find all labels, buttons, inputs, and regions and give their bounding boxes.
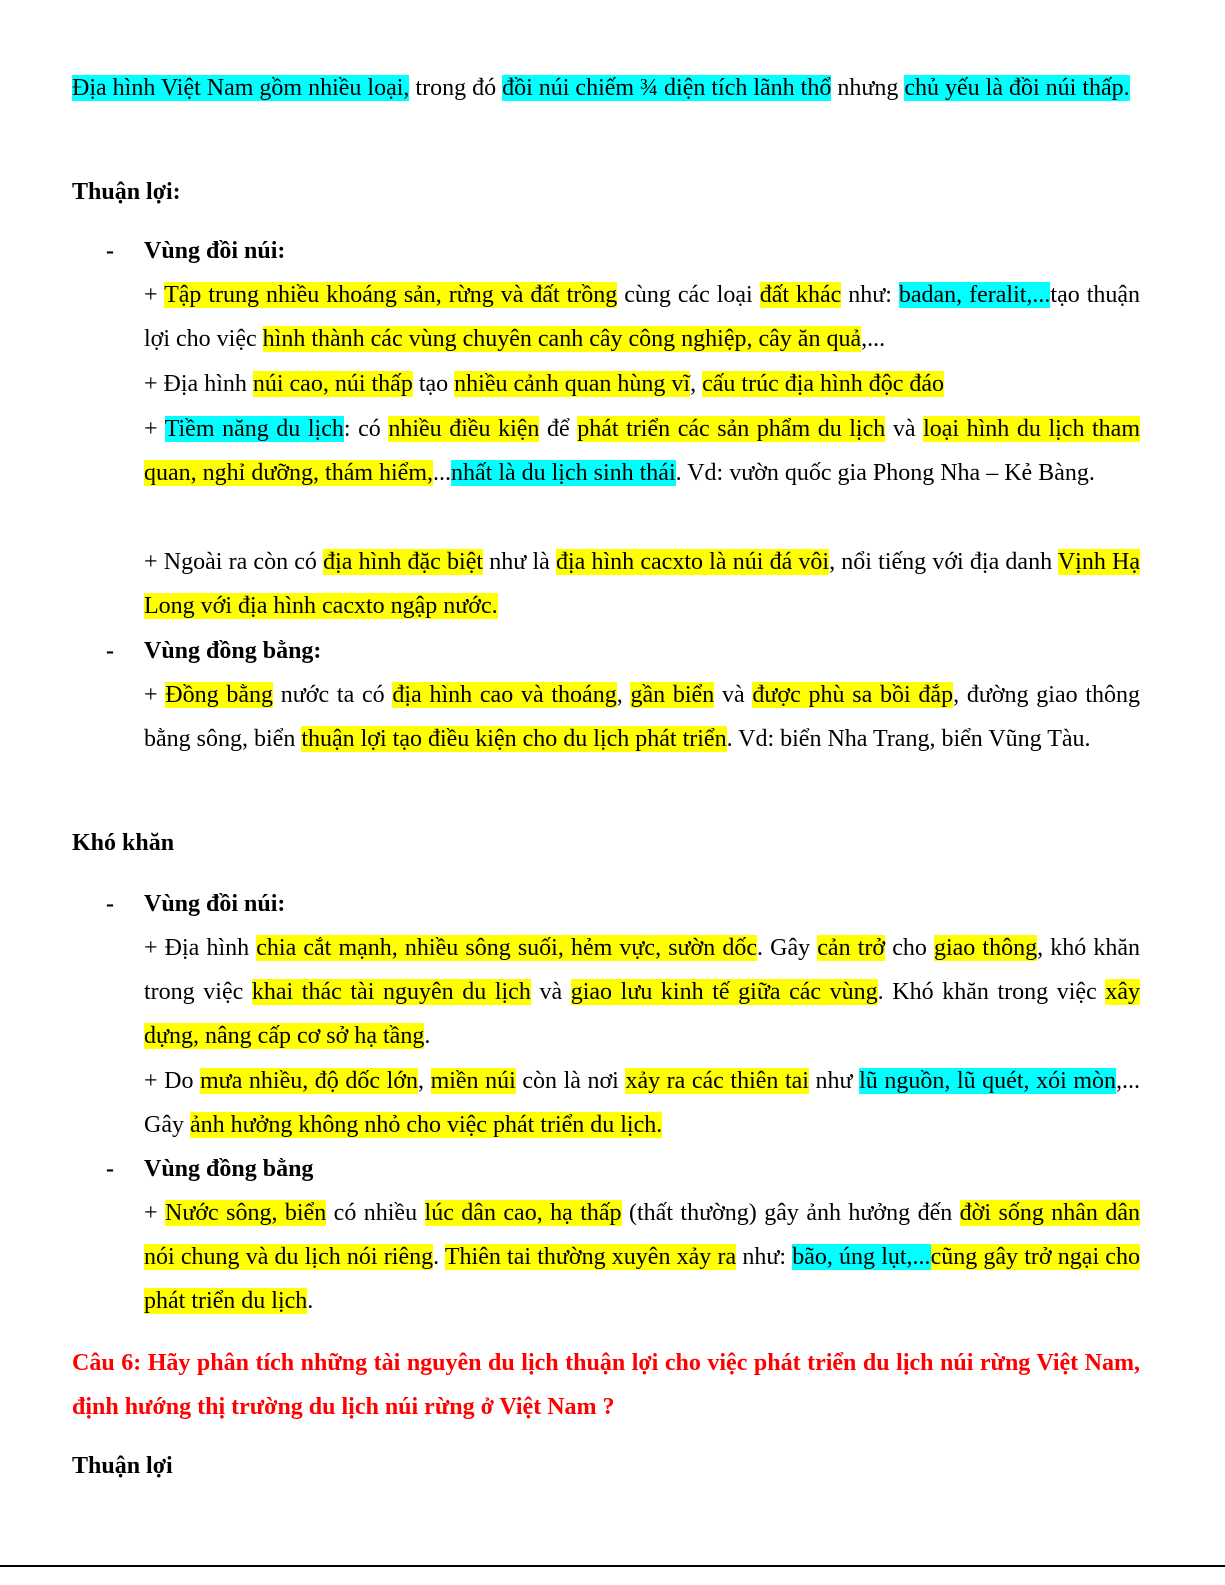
question-6: Câu 6: Hãy phân tích những tài nguyên du lịch thuận lợi cho việc phát triển du lịch núi rừng Việt Nam, định hướng thị trường du lịch núi rừng ở Việt Nam ? bbox=[72, 1350, 1140, 1420]
hl-text: địa hình đặc biệt bbox=[323, 549, 484, 575]
hl-text: ảnh hưởng không nhỏ cho việc phát triển du lịch. bbox=[189, 1112, 663, 1138]
bullet-label: Vùng đồng bằng bbox=[144, 1156, 314, 1182]
hl-text: nhiều cảnh quan hùng vĩ bbox=[454, 371, 691, 397]
bullet-label: Vùng đồi núi: bbox=[144, 891, 286, 917]
text: nhưng bbox=[831, 75, 905, 101]
hl-text: được phù sa bồi đắp bbox=[752, 682, 954, 708]
intro-paragraph bbox=[72, 66, 1140, 110]
item-khoang-san: + Tập trung nhiều khoáng sản, rừng và đất trồng cùng các loại đất khác như: badan, feralit,...tạo thuận lợi cho việc hình thành các vùng chuyên canh cây công nghiệp, cây ăn quả,... bbox=[144, 282, 1141, 352]
hl-text: Tập trung nhiều khoáng sản, rừng và đất trồng bbox=[164, 282, 618, 308]
hl-text: địa hình cao và thoáng bbox=[392, 682, 617, 708]
bullet-label: Vùng đồng bằng: bbox=[144, 638, 322, 664]
hl-text: gần biển bbox=[630, 682, 715, 708]
hl-text: Địa hình Việt Nam gồm nhiều loại, bbox=[72, 75, 410, 101]
bullet-dash: - bbox=[106, 891, 114, 917]
hl-text: đất khác bbox=[759, 282, 842, 308]
hl-text: Thiên tai thường xuyên xảy ra bbox=[444, 1244, 737, 1270]
hl-text: phát triển các sản phẩm du lịch bbox=[577, 416, 886, 442]
hl-text: thuận lợi tạo điều kiện cho du lịch phát triển bbox=[301, 726, 727, 752]
hl-text: núi cao, núi thấp bbox=[252, 371, 413, 397]
hl-text: giao thông bbox=[933, 935, 1038, 961]
hl-text: nhất là du lịch sinh thái bbox=[451, 460, 676, 486]
text: trong đó bbox=[409, 75, 503, 101]
hl-text: loại hình du lịch tham quan, nghỉ dưỡng, thám hiểm, bbox=[144, 416, 1141, 486]
hl-text: badan, feralit,... bbox=[898, 282, 1051, 308]
item-mua-nhieu: + Do mưa nhiều, độ dốc lớn, miền núi còn là nơi xảy ra các thiên tai như lũ nguồn, lũ quét, xói mòn,... Gây ảnh hưởng không nhỏ cho việc phát triển du lịch. bbox=[144, 1068, 1140, 1138]
hl-text: khai thác tài nguyên du lịch bbox=[251, 979, 531, 1005]
item-dia-hinh: + Địa hình núi cao, núi thấp tạo nhiều cảnh quan hùng vĩ, cấu trúc địa hình độc đáo bbox=[144, 371, 945, 397]
bullet-dash: - bbox=[106, 638, 114, 664]
hl-text: lúc dân cao, hạ thấp bbox=[424, 1200, 622, 1226]
hl-text: đồi núi chiếm ¾ diện tích lãnh thổ bbox=[502, 75, 832, 101]
hl-text: cũng gây trở ngại cho phát triển du lịch bbox=[144, 1244, 1140, 1314]
heading-kho-khan: Khó khăn bbox=[72, 830, 175, 856]
bullet-dash: - bbox=[106, 238, 114, 264]
hl-text: địa hình cacxto là núi đá vôi bbox=[555, 549, 830, 575]
hl-text: xây dựng, nâng cấp cơ sở hạ tầng bbox=[144, 979, 1140, 1049]
hl-text: hình thành các vùng chuyên canh cây công nghiệp, cây ăn quả bbox=[262, 326, 862, 352]
hl-text: cấu trúc địa hình độc đáo bbox=[702, 371, 945, 397]
hl-text: chủ yếu là đồi núi thấp. bbox=[904, 75, 1130, 101]
hl-text: Nước sông, biển bbox=[164, 1200, 327, 1226]
hl-text: xảy ra các thiên tai bbox=[625, 1068, 809, 1094]
page-bottom-border bbox=[0, 1565, 1225, 1567]
bullet-label: Vùng đồi núi: bbox=[144, 238, 286, 264]
hl-text: đời sống nhân dân nói chung và du lịch nói riêng bbox=[144, 1200, 1141, 1270]
item-ngoai-ra: + Ngoài ra còn có địa hình đặc biệt như là địa hình cacxto là núi đá vôi, nổi tiếng với địa danh Vịnh Hạ Long với địa hình cacxto ngập nước. bbox=[144, 549, 1141, 619]
hl-text: bão, úng lụt,... bbox=[792, 1244, 931, 1270]
hl-text: Tiềm năng du lịch bbox=[164, 416, 344, 442]
bullet-dash: - bbox=[106, 1156, 114, 1182]
hl-text: mưa nhiều, độ dốc lớn bbox=[200, 1068, 418, 1094]
hl-text: chia cắt mạnh, nhiều sông suối, hẻm vực, sườn dốc bbox=[256, 935, 758, 961]
hl-text: miền núi bbox=[430, 1068, 516, 1094]
hl-text: cản trở bbox=[817, 935, 886, 961]
item-nuoc-song: + Nước sông, biển có nhiều lúc dân cao, hạ thấp (thất thường) gây ảnh hưởng đến đời sống nhân dân nói chung và du lịch nói riêng. Thiên tai thường xuyên xảy ra như: bão, úng lụt,...cũng gây trở ngại cho phát triển du lịch. bbox=[144, 1200, 1141, 1314]
item-chia-cat: + Địa hình chia cắt mạnh, nhiều sông suối, hẻm vực, sườn dốc. Gây cản trở cho giao thông, khó khăn trong việc khai thác tài nguyên du lịch và giao lưu kinh tế giữa các vùng. Khó khăn trong việc xây dựng, nâng cấp cơ sở hạ tầng. bbox=[144, 935, 1141, 1049]
hl-text: Đồng bằng bbox=[165, 682, 274, 708]
heading-thuan-loi-2: Thuận lợi bbox=[72, 1453, 173, 1479]
heading-thuan-loi: Thuận lợi: bbox=[72, 179, 181, 205]
hl-text: lũ nguồn, lũ quét, xói mòn bbox=[859, 1068, 1116, 1094]
hl-text: giao lưu kinh tế giữa các vùng bbox=[570, 979, 878, 1005]
item-tiem-nang: + Tiềm năng du lịch: có nhiều điều kiện để phát triển các sản phẩm du lịch và loại hình du lịch tham quan, nghỉ dưỡng, thám hiểm,...nhất là du lịch sinh thái. Vd: vườn quốc gia Phong Nha – Kẻ Bàng. bbox=[144, 416, 1141, 486]
hl-text: Vịnh Hạ Long với địa hình cacxto ngập nước. bbox=[144, 549, 1141, 619]
item-dong-bang: + Đồng bằng nước ta có địa hình cao và thoáng, gần biển và được phù sa bồi đắp, đường giao thông bằng sông, biển thuận lợi tạo điều kiện cho du lịch phát triển. Vd: biển Nha Trang, biển Vũng Tàu. bbox=[144, 682, 1141, 752]
hl-text: nhiều điều kiện bbox=[388, 416, 540, 442]
